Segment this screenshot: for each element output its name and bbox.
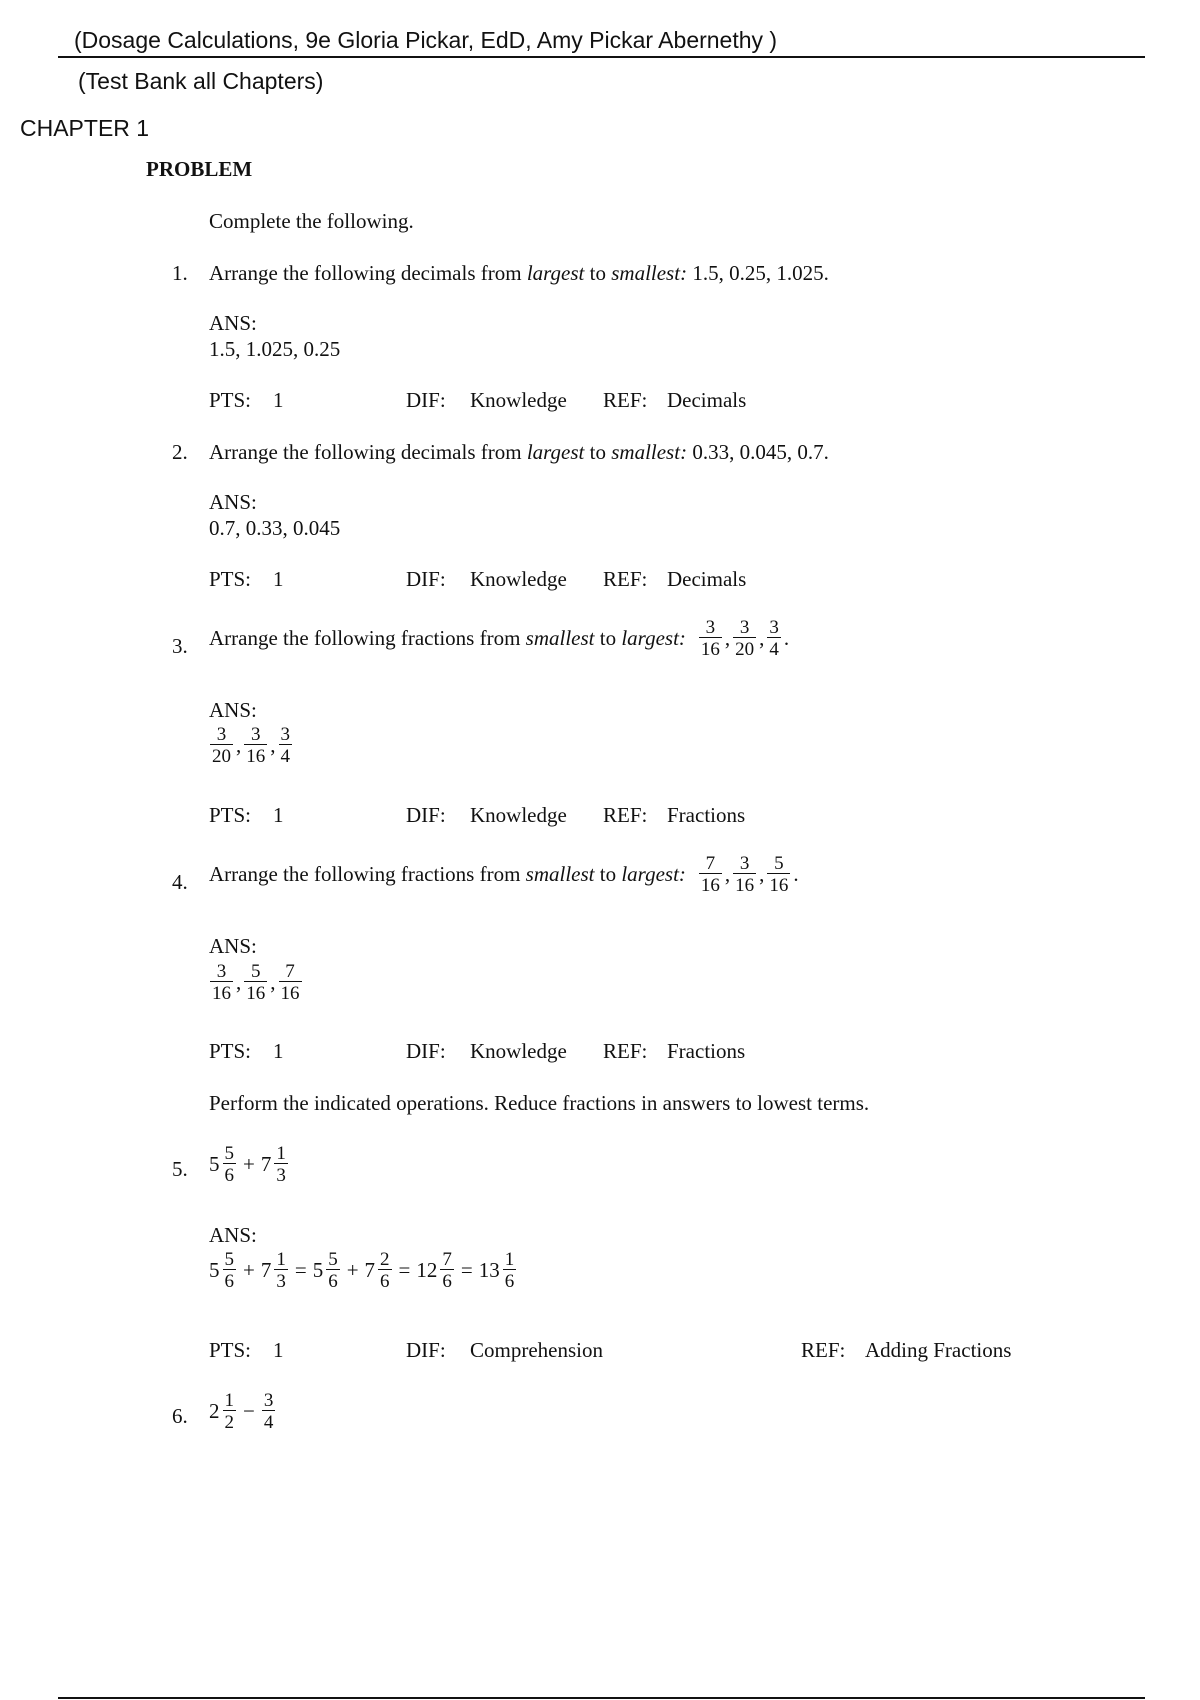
instruction-operations: Perform the indicated operations. Reduce fractions in answers to lowest terms. [209,1091,870,1115]
answer-label: ANS: [209,311,257,335]
fraction: $\frac{5}{6}$ [224,1249,234,1292]
fraction: $\frac{7}{6}$ [442,1249,452,1292]
question-text: Arrange the following fractions from smallest to largest: $\frac{3}{16}$ , $\frac{3}{20}$ , $\frac{3}{4}$ . [209,617,790,660]
answer-label: ANS: [209,934,257,958]
ref-label: REF: [801,1338,846,1362]
fraction: $\frac{5}{16}$ [246,961,266,1004]
ref-label: REF: [603,803,648,827]
dif-label: DIF: [406,388,446,412]
dif-value: Knowledge [470,388,567,412]
ref-value: Fractions [667,803,746,827]
pts-value: 1 [273,1338,284,1362]
question-expression: 2 $\frac{1}{2}$ − $\frac{3}{4}$ [209,1390,274,1433]
answer-label: ANS: [209,1223,257,1247]
question-number: 3. [172,634,188,658]
answer-label: ANS: [209,490,257,514]
ref-value: Fractions [667,1039,746,1063]
footer-rule [58,1697,1145,1699]
ref-label: REF: [603,567,648,591]
pts-value: 1 [273,567,284,591]
answer-fractions: $\frac{3}{20}$ , $\frac{3}{16}$ , $\frac{3}{4}$ [212,724,290,767]
chapter-heading: CHAPTER 1 [20,115,150,141]
dif-label: DIF: [406,1039,446,1063]
question-text: Arrange the following fractions from smallest to largest: $\frac{7}{16}$ , $\frac{3}{16}$ , $\frac{5}{16}$ . [209,853,799,896]
fraction: $\frac{5}{6}$ [328,1249,338,1292]
fraction: $\frac{5}{16}$ [769,853,789,896]
ref-label: REF: [603,1039,648,1063]
dif-label: DIF: [406,567,446,591]
pts-label: PTS: [209,1338,252,1362]
question-number: 1. [172,261,188,285]
fraction: $\frac{3}{20}$ [735,617,755,660]
instruction-complete: Complete the following. [209,209,414,233]
fraction: $\frac{2}{6}$ [380,1249,390,1292]
fraction: $\frac{3}{16}$ [212,961,231,1004]
fraction: $\frac{3}{20}$ [212,724,231,767]
pts-value: 1 [273,1039,284,1063]
fraction: $\frac{1}{3}$ [276,1143,286,1186]
dif-value: Comprehension [470,1338,603,1362]
question-text: Arrange the following decimals from largest to smallest: 0.33, 0.045, 0.7. [209,440,829,464]
ref-value: Decimals [667,388,747,412]
ref-value: Adding Fractions [865,1338,1012,1362]
dif-value: Knowledge [470,567,567,591]
ref-label: REF: [603,388,648,412]
section-heading: PROBLEM [146,157,253,181]
fraction: $\frac{3}{16}$ [700,617,720,660]
dif-label: DIF: [406,1338,446,1362]
pts-label: PTS: [209,1039,252,1063]
question-number: 4. [172,870,188,894]
fraction: $\frac{3}{16}$ [246,724,266,767]
question-number: 2. [172,440,188,464]
question-number: 5. [172,1157,188,1181]
fraction: $\frac{3}{4}$ [263,1390,274,1433]
question-number: 6. [172,1404,188,1428]
fraction: $\frac{3}{4}$ [769,617,779,660]
dif-label: DIF: [406,803,446,827]
fraction: $\frac{5}{6}$ [224,1143,234,1186]
answer-value: 1.5, 1.025, 0.25 [209,337,341,361]
fraction: $\frac{1}{2}$ [224,1390,234,1433]
dif-value: Knowledge [470,1039,567,1063]
pts-label: PTS: [209,388,252,412]
dif-value: Knowledge [470,803,567,827]
ref-value: Decimals [667,567,747,591]
header-rule [58,56,1145,58]
fraction: $\frac{3}{16}$ [735,853,755,896]
answer-value: 0.7, 0.33, 0.045 [209,516,341,540]
fraction: $\frac{1}{6}$ [504,1249,515,1292]
document-title: (Dosage Calculations, 9e Gloria Pickar, EdD, Amy Pickar Abernethy ) [74,27,778,53]
answer-label: ANS: [209,698,257,722]
fraction: $\frac{3}{4}$ [280,724,290,767]
answer-fractions: $\frac{3}{16}$ , $\frac{5}{16}$ , $\frac{7}{16}$ [212,961,300,1004]
pts-label: PTS: [209,803,252,827]
pts-value: 1 [273,803,284,827]
pts-value: 1 [273,388,284,412]
fraction: $\frac{7}{16}$ [700,853,720,896]
answer-expression: 5 $\frac{5}{6}$ + 7 $\frac{1}{3}$ = 5 $\frac{5}{6}$ + 7 $\frac{2}{6}$ = 12 $\frac{7}{6}$ = 13 $\frac{1}{6}$ [209,1249,515,1292]
question-expression: 5 $\frac{5}{6}$ + 7 $\frac{1}{3}$ [209,1143,286,1186]
pts-label: PTS: [209,567,252,591]
fraction: $\frac{1}{3}$ [276,1249,286,1292]
document-subtitle: (Test Bank all Chapters) [78,68,324,94]
question-text: Arrange the following decimals from largest to smallest: 1.5, 0.25, 1.025. [209,261,829,285]
fraction: $\frac{7}{16}$ [280,961,300,1004]
